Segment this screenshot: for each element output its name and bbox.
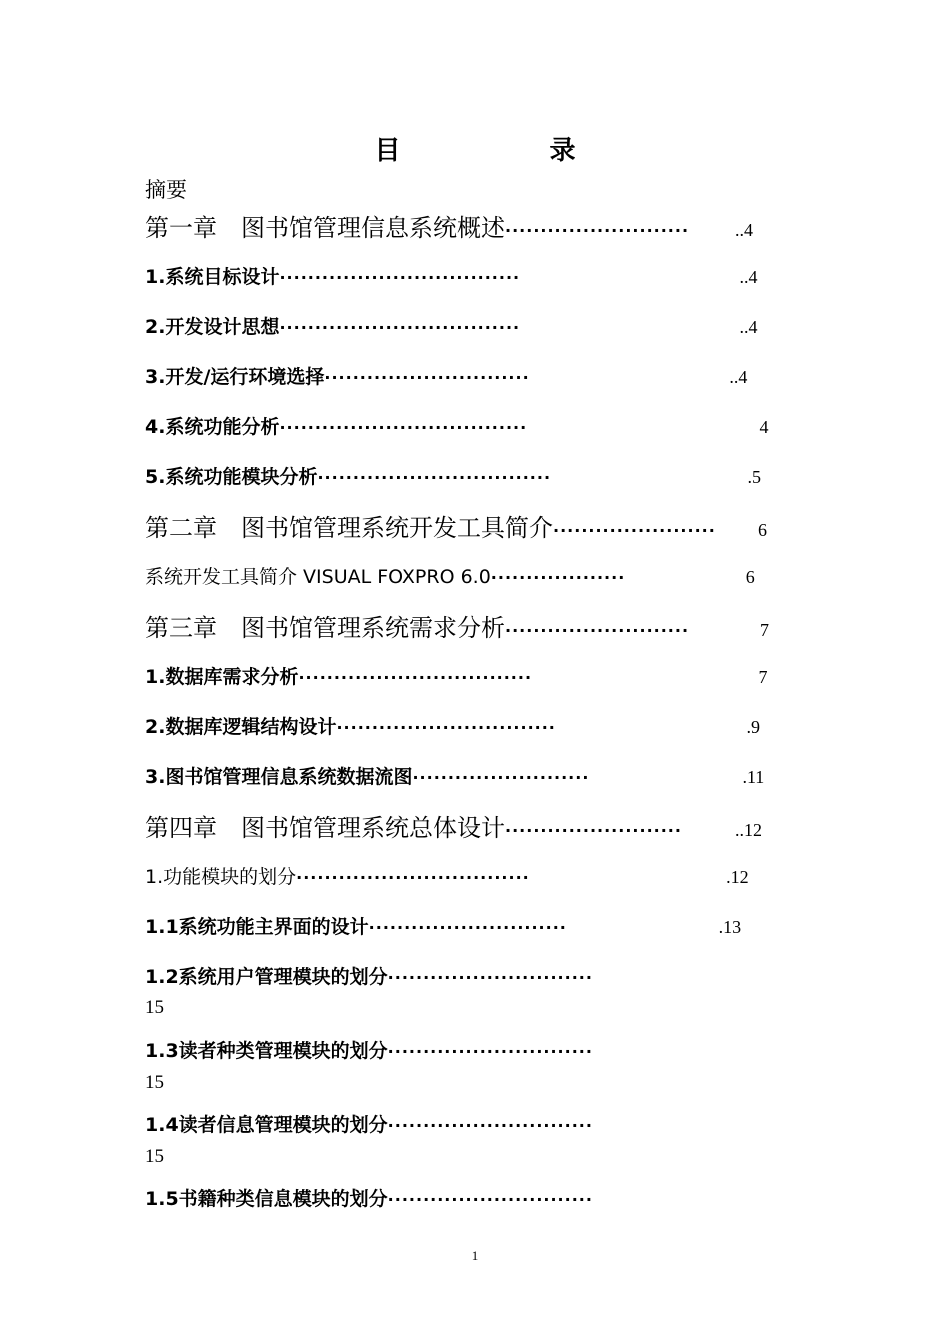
toc-entry-4-1-1[interactable] xyxy=(145,912,741,939)
toc-page: 6 xyxy=(745,567,755,587)
toc-page: ..4 xyxy=(739,317,758,337)
toc-leader: ································· xyxy=(298,668,533,687)
toc-entry-3-3[interactable] xyxy=(145,762,764,789)
toc-page: 6 xyxy=(758,520,767,540)
toc-entry-label: 3.图书馆管理信息系统数据流图 xyxy=(145,766,413,788)
toc-leader: ······························· xyxy=(336,718,556,737)
toc-entry-3-1[interactable] xyxy=(145,662,767,689)
toc-title: 目 录 xyxy=(374,136,646,166)
toc-entry-label: 第一章 图书馆管理信息系统概述 xyxy=(145,214,505,242)
toc-page: .5 xyxy=(747,467,761,487)
toc-leader: ·································· xyxy=(279,268,521,287)
toc-entry-label: 第三章 图书馆管理系统需求分析 xyxy=(145,614,505,642)
toc-leader: ························· xyxy=(412,768,590,787)
toc-leader: ································· xyxy=(317,468,552,487)
toc-page: ..4 xyxy=(739,267,758,287)
toc-entry-label: 1.2系统用户管理模块的划分 xyxy=(145,966,388,988)
toc-entry-chapter-1[interactable] xyxy=(145,208,753,243)
toc-leader: ····························· xyxy=(387,1042,593,1061)
toc-entry-label: 第二章 图书馆管理系统开发工具简介 xyxy=(145,514,553,542)
toc-entry-4-1-3[interactable] xyxy=(145,1036,753,1063)
toc-entry-label: 系统开发工具简介 VISUAL FOXPRO 6.0 xyxy=(145,566,491,588)
toc-page: ..4 xyxy=(729,367,748,387)
toc-abstract: 摘要 xyxy=(145,178,187,202)
toc-entry-3-2[interactable] xyxy=(145,712,760,739)
toc-page: .13 xyxy=(718,917,742,937)
toc-entry-label: 第四章 图书馆管理系统总体设计 xyxy=(145,814,505,842)
toc-page: 15 xyxy=(145,1072,164,1093)
toc-leader: ····························· xyxy=(387,1116,593,1135)
toc-page: 7 xyxy=(760,620,769,640)
toc-entry-label: 1.4读者信息管理模块的划分 xyxy=(145,1114,388,1136)
toc-page: ..4 xyxy=(735,220,753,240)
toc-leader: ·························· xyxy=(505,221,690,240)
toc-page: 15 xyxy=(145,1146,164,1167)
toc-leader: ····························· xyxy=(387,968,593,987)
toc-page: .12 xyxy=(726,867,749,887)
toc-entry-label: 1.5书籍种类信息模块的划分 xyxy=(145,1188,388,1210)
toc-page: .9 xyxy=(746,717,760,737)
toc-leader: ····························· xyxy=(387,1190,593,1209)
toc-entry-label: 4.系统功能分析 xyxy=(145,416,280,438)
toc-leader: ····························· xyxy=(324,368,530,387)
toc-entry-1-1[interactable] xyxy=(145,262,757,289)
toc-entry-chapter-3[interactable] xyxy=(145,608,769,643)
toc-page: ..12 xyxy=(735,820,762,840)
toc-page: .11 xyxy=(742,767,765,787)
toc-leader: ·································· xyxy=(279,318,521,337)
toc-entry-4-1-2[interactable] xyxy=(145,962,753,989)
toc-entry-label: 3.开发/运行环境选择 xyxy=(145,366,325,388)
toc-entry-label: 1.功能模块的划分 xyxy=(145,866,297,888)
toc-entry-label: 2.开发设计思想 xyxy=(145,316,280,338)
toc-leader: ··································· xyxy=(279,418,528,437)
toc-entry-2-1[interactable] xyxy=(145,562,755,589)
toc-page: 7 xyxy=(758,667,768,687)
toc-entry-4-1[interactable] xyxy=(145,862,749,889)
toc-entry-label: 2.数据库逻辑结构设计 xyxy=(145,716,337,738)
toc-entry-label: 1.1系统功能主界面的设计 xyxy=(145,916,369,938)
toc-entry-1-5[interactable] xyxy=(145,462,761,489)
toc-entry-label: 1.3读者种类管理模块的划分 xyxy=(145,1040,388,1062)
toc-entry-4-1-4[interactable] xyxy=(145,1110,753,1137)
toc-entry-1-4[interactable] xyxy=(145,412,768,439)
toc-entry-label: 1.数据库需求分析 xyxy=(145,666,299,688)
toc-leader: ······················· xyxy=(553,521,716,540)
toc-leader: ··················· xyxy=(490,568,626,587)
toc-page: 15 xyxy=(145,997,164,1018)
toc-page: 4 xyxy=(759,417,769,437)
toc-leader: ·························· xyxy=(505,621,690,640)
toc-entry-4-1-5[interactable] xyxy=(145,1184,753,1211)
page-number: 1 xyxy=(471,1248,479,1263)
toc-entry-label: 1.系统目标设计 xyxy=(145,266,280,288)
toc-leader: ························· xyxy=(505,821,682,840)
toc-leader: ···························· xyxy=(368,918,567,937)
toc-entry-chapter-2[interactable] xyxy=(145,508,767,543)
toc-entry-chapter-4[interactable] xyxy=(145,808,762,843)
toc-entry-label: 5.系统功能模块分析 xyxy=(145,466,318,488)
toc-leader: ································· xyxy=(296,868,530,887)
toc-entry-1-2[interactable] xyxy=(145,312,757,339)
toc-entry-1-3[interactable] xyxy=(145,362,747,389)
